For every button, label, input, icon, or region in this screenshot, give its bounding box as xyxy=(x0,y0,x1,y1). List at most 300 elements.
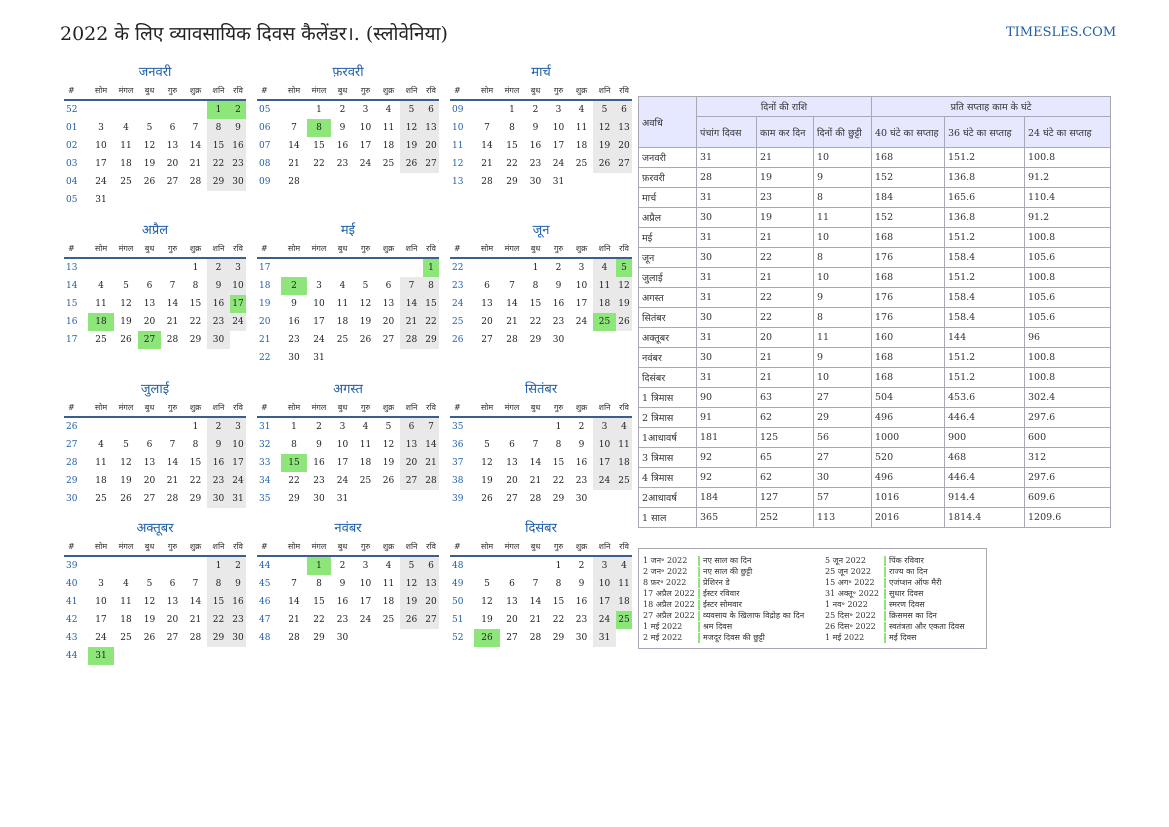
day-cell: 28 xyxy=(481,177,493,187)
month-calendar xyxy=(450,519,632,647)
summary-cell: 105.6 xyxy=(1025,288,1111,308)
day-cell: 9 xyxy=(578,579,585,589)
day-cell: 22 xyxy=(529,317,542,327)
day-cell: 1 xyxy=(555,561,562,571)
week-number: 30 xyxy=(66,494,78,504)
day-cell: 22 xyxy=(288,476,300,486)
holiday-name: स्वतंत्रता और एकता दिवस xyxy=(889,622,965,631)
week-row xyxy=(257,295,439,313)
empty-cell xyxy=(400,173,423,191)
day-cell: 15 xyxy=(423,295,439,313)
day-cell: 11 xyxy=(336,299,349,309)
day-cell: 26 xyxy=(120,335,132,345)
month-name: अक्तूबर xyxy=(136,521,174,536)
day-cell: 18 xyxy=(120,159,132,169)
weekday-header: बुध xyxy=(331,399,354,417)
weekday-header: शनि xyxy=(207,82,230,100)
summary-cell: 151.2 xyxy=(945,268,1025,288)
summary-cell: 21 xyxy=(757,368,814,388)
empty-cell xyxy=(207,647,230,665)
day-cell: 17 xyxy=(593,454,616,472)
day-cell: 11 xyxy=(382,123,395,133)
week-number: 05 xyxy=(66,195,78,205)
week-number: 20 xyxy=(259,317,271,327)
days-group-header: दिनों की राशि xyxy=(697,97,872,117)
weekday-header: # xyxy=(64,399,88,417)
week-number: 23 xyxy=(452,281,464,291)
day-cell: 18 xyxy=(616,454,632,472)
day-cell: 25 xyxy=(95,494,107,504)
day-cell: 10 xyxy=(593,436,616,454)
summary-cell: 27 xyxy=(814,448,872,468)
day-cell: 8 xyxy=(307,119,331,137)
summary-cell: 914.4 xyxy=(945,488,1025,508)
summary-cell: 100.8 xyxy=(1025,228,1111,248)
day-cell: 8 xyxy=(555,440,562,450)
day-cell: 23 xyxy=(230,155,246,173)
day-cell: 4 xyxy=(123,123,129,133)
day-cell: 23 xyxy=(207,472,230,490)
day-cell: 19 xyxy=(481,476,493,486)
week-number: 21 xyxy=(259,335,271,345)
summary-cell: 27 xyxy=(814,388,872,408)
day-cell: 17 xyxy=(230,454,246,472)
weekday-header: गुरु xyxy=(161,240,184,258)
day-cell: 12 xyxy=(359,299,372,309)
day-cell: 6 xyxy=(509,579,515,589)
day-cell: 13 xyxy=(143,458,156,468)
weekday-header: रवि xyxy=(230,240,246,258)
summary-cell: 151.2 xyxy=(945,148,1025,168)
period-label: सितंबर xyxy=(639,308,697,328)
day-cell: 19 xyxy=(481,615,493,625)
day-cell: 20 xyxy=(400,454,423,472)
weekday-header: शनि xyxy=(400,82,423,100)
weekday-header: शुक्र xyxy=(570,240,593,258)
week-row xyxy=(64,173,246,191)
summary-cell: 21 xyxy=(757,228,814,248)
empty-cell xyxy=(354,629,377,647)
weekday-header: बुध xyxy=(524,538,547,556)
day-cell: 19 xyxy=(616,295,632,313)
day-cell: 15 xyxy=(189,299,202,309)
summary-cell: 63 xyxy=(757,388,814,408)
summary-cell: 600 xyxy=(1025,428,1111,448)
summary-cell: 105.6 xyxy=(1025,248,1111,268)
day-cell: 19 xyxy=(120,476,132,486)
holiday-name: पिंक रविवार xyxy=(889,556,924,565)
week-row xyxy=(450,137,632,155)
month-calendar xyxy=(64,380,246,508)
week-number: 17 xyxy=(259,263,271,273)
week-row xyxy=(450,173,632,191)
day-cell: 15 xyxy=(207,593,230,611)
summary-row xyxy=(639,328,1111,348)
week-row xyxy=(450,258,632,277)
week-row xyxy=(64,611,246,629)
day-cell: 8 xyxy=(509,123,515,133)
summary-cell: 312 xyxy=(1025,448,1111,468)
summary-row xyxy=(639,368,1111,388)
day-cell: 12 xyxy=(143,141,156,151)
day-cell: 20 xyxy=(166,159,179,169)
day-cell: 18 xyxy=(593,295,616,313)
empty-cell xyxy=(138,191,161,209)
day-cell: 14 xyxy=(166,458,179,468)
day-cell: 12 xyxy=(382,440,395,450)
empty-cell xyxy=(354,173,377,191)
day-cell: 12 xyxy=(481,597,493,607)
summary-cell: 136.8 xyxy=(945,168,1025,188)
day-cell: 15 xyxy=(189,458,202,468)
day-cell: 20 xyxy=(423,137,439,155)
summary-cell: 10 xyxy=(814,268,872,288)
week-number: 08 xyxy=(259,159,271,169)
day-cell: 14 xyxy=(166,299,179,309)
weekday-header: गुरु xyxy=(354,82,377,100)
day-cell: 16 xyxy=(207,295,230,313)
day-cell: 5 xyxy=(123,281,129,291)
day-cell: 14 xyxy=(423,436,439,454)
day-cell: 25 xyxy=(382,615,395,625)
day-cell: 17 xyxy=(313,317,325,327)
day-cell: 9 xyxy=(207,277,230,295)
empty-cell xyxy=(161,647,184,665)
day-cell: 8 xyxy=(555,579,562,589)
weekday-header: # xyxy=(64,240,88,258)
weekday-header: सोम xyxy=(88,240,114,258)
day-cell: 28 xyxy=(166,494,179,504)
day-cell: 20 xyxy=(481,317,493,327)
day-cell: 18 xyxy=(95,476,107,486)
summary-cell: 9 xyxy=(814,288,872,308)
summary-cell: 10 xyxy=(814,228,872,248)
weekday-header: शुक्र xyxy=(570,399,593,417)
week-number: 25 xyxy=(452,317,464,327)
day-cell: 31 xyxy=(336,494,349,504)
day-cell: 11 xyxy=(382,579,395,589)
summary-cell: 91.2 xyxy=(1025,208,1111,228)
day-cell: 26 xyxy=(400,611,423,629)
weekday-header: शुक्र xyxy=(184,240,207,258)
day-cell: 24 xyxy=(359,615,372,625)
day-cell: 3 xyxy=(98,123,104,133)
day-cell: 12 xyxy=(616,277,632,295)
period-label: 3 त्रिमास xyxy=(639,448,697,468)
day-cell: 7 xyxy=(169,440,176,450)
day-cell: 18 xyxy=(359,458,372,468)
weekday-header: मंगल xyxy=(114,240,138,258)
day-cell: 30 xyxy=(575,494,588,504)
day-cell: 22 xyxy=(189,476,202,486)
weekday-header: बुध xyxy=(524,240,547,258)
summary-cell: 168 xyxy=(872,268,945,288)
day-cell: 8 xyxy=(532,281,539,291)
weekday-header: सोम xyxy=(281,240,307,258)
day-cell: 1 xyxy=(192,422,199,432)
period-label: जुलाई xyxy=(639,268,697,288)
day-cell: 13 xyxy=(166,597,179,607)
empty-cell xyxy=(616,331,632,349)
day-cell: 13 xyxy=(423,119,439,137)
month-table xyxy=(64,240,246,349)
summary-row xyxy=(639,148,1111,168)
day-cell: 13 xyxy=(166,141,179,151)
week-row xyxy=(257,173,439,191)
day-cell: 26 xyxy=(474,629,500,647)
summary-cell: 127 xyxy=(757,488,814,508)
day-cell: 20 xyxy=(143,317,156,327)
week-number: 49 xyxy=(452,579,464,589)
empty-cell xyxy=(593,490,616,508)
summary-cell: 496 xyxy=(872,408,945,428)
empty-cell xyxy=(114,258,138,277)
month-name: सितंबर xyxy=(524,382,558,397)
week-row xyxy=(257,575,439,593)
day-cell: 10 xyxy=(575,281,588,291)
weekday-header: # xyxy=(64,538,88,556)
week-number: 42 xyxy=(66,615,78,625)
day-cell: 20 xyxy=(616,137,632,155)
period-label: 1 त्रिमास xyxy=(639,388,697,408)
weekday-header: गुरु xyxy=(161,82,184,100)
day-cell: 27 xyxy=(423,611,439,629)
week-row xyxy=(450,629,632,647)
summary-cell: 446.4 xyxy=(945,468,1025,488)
summary-cell: 125 xyxy=(757,428,814,448)
summary-cell: 31 xyxy=(697,268,757,288)
day-cell: 23 xyxy=(230,611,246,629)
day-cell: 22 xyxy=(313,615,325,625)
week-row xyxy=(257,313,439,331)
summary-cell: 158.4 xyxy=(945,288,1025,308)
day-cell: 24 xyxy=(230,313,246,331)
week-number: 37 xyxy=(452,458,464,468)
day-cell: 6 xyxy=(169,579,176,589)
day-cell: 4 xyxy=(362,422,369,432)
week-row xyxy=(450,155,632,173)
day-cell: 26 xyxy=(359,335,372,345)
day-cell: 1 xyxy=(555,422,562,432)
week-number: 22 xyxy=(452,263,464,273)
day-cell: 27 xyxy=(423,155,439,173)
day-cell: 5 xyxy=(593,100,616,119)
sub-header: पंचांग दिवस xyxy=(697,117,757,148)
day-cell: 25 xyxy=(382,159,395,169)
day-cell: 10 xyxy=(95,597,107,607)
day-cell: 22 xyxy=(189,317,202,327)
site-link[interactable]: TIMESLES.COM xyxy=(1006,25,1117,40)
day-cell: 19 xyxy=(400,593,423,611)
week-row xyxy=(64,647,246,665)
weekday-header: सोम xyxy=(281,82,307,100)
week-number: 22 xyxy=(259,353,271,363)
summary-cell: 176 xyxy=(872,308,945,328)
summary-cell: 609.6 xyxy=(1025,488,1111,508)
weekday-header: गुरु xyxy=(547,538,570,556)
weekday-header: गुरु xyxy=(547,82,570,100)
empty-cell xyxy=(161,417,184,436)
day-cell: 19 xyxy=(382,458,395,468)
summary-row xyxy=(639,408,1111,428)
empty-cell xyxy=(616,490,632,508)
day-cell: 30 xyxy=(552,335,565,345)
month-table xyxy=(257,538,439,647)
day-cell: 30 xyxy=(288,353,300,363)
day-cell: 14 xyxy=(189,597,202,607)
summary-cell: 468 xyxy=(945,448,1025,468)
holiday-marker xyxy=(698,589,700,599)
day-cell: 16 xyxy=(336,597,349,607)
day-cell: 16 xyxy=(336,141,349,151)
day-cell: 30 xyxy=(230,173,246,191)
week-number: 12 xyxy=(452,159,464,169)
empty-cell xyxy=(616,173,632,191)
week-number: 28 xyxy=(66,458,78,468)
holiday-marker xyxy=(884,567,886,577)
summary-cell: 297.6 xyxy=(1025,408,1111,428)
month-name: फ़रवरी xyxy=(332,65,364,80)
summary-row xyxy=(639,508,1111,528)
day-cell: 25 xyxy=(616,611,632,629)
month-calendar xyxy=(257,221,439,367)
week-row xyxy=(64,436,246,454)
weekday-header: शुक्र xyxy=(377,538,400,556)
week-row xyxy=(257,119,439,137)
empty-cell xyxy=(474,100,500,119)
day-cell: 6 xyxy=(509,440,515,450)
week-row xyxy=(450,556,632,575)
day-cell: 7 xyxy=(291,123,297,133)
summary-cell: 297.6 xyxy=(1025,468,1111,488)
summary-cell: 20 xyxy=(757,328,814,348)
empty-cell xyxy=(377,258,400,277)
day-cell: 31 xyxy=(95,195,107,205)
week-number: 39 xyxy=(452,494,464,504)
day-cell: 29 xyxy=(207,173,230,191)
week-number: 50 xyxy=(452,597,464,607)
summary-cell: 113 xyxy=(814,508,872,528)
empty-cell xyxy=(423,349,439,367)
day-cell: 12 xyxy=(120,299,132,309)
summary-row xyxy=(639,388,1111,408)
summary-cell: 31 xyxy=(697,288,757,308)
day-cell: 28 xyxy=(288,177,300,187)
empty-cell xyxy=(88,100,114,119)
week-number: 48 xyxy=(452,561,464,571)
weekday-header: मंगल xyxy=(307,538,331,556)
day-cell: 31 xyxy=(313,353,325,363)
period-label: 2आधावर्ष xyxy=(639,488,697,508)
day-cell: 24 xyxy=(575,317,588,327)
summary-cell: 453.6 xyxy=(945,388,1025,408)
day-cell: 29 xyxy=(529,335,542,345)
day-cell: 3 xyxy=(316,281,322,291)
day-cell: 4 xyxy=(98,440,104,450)
empty-cell xyxy=(207,191,230,209)
day-cell: 7 xyxy=(484,123,490,133)
summary-cell: 2016 xyxy=(872,508,945,528)
summary-cell: 9 xyxy=(814,348,872,368)
day-cell: 24 xyxy=(552,159,565,169)
day-cell: 28 xyxy=(288,633,300,643)
day-cell: 11 xyxy=(120,141,132,151)
summary-table xyxy=(638,96,1111,528)
day-cell: 3 xyxy=(593,417,616,436)
sub-header: 24 घंटे का सप्ताह xyxy=(1025,117,1111,148)
day-cell: 25 xyxy=(593,313,616,331)
day-cell: 16 xyxy=(552,299,565,309)
day-cell: 19 xyxy=(359,317,372,327)
holiday-marker xyxy=(884,556,886,566)
day-cell: 3 xyxy=(555,105,562,115)
day-cell: 7 xyxy=(509,281,515,291)
weekday-header: सोम xyxy=(474,399,500,417)
week-row xyxy=(64,629,246,647)
summary-cell: 92 xyxy=(697,468,757,488)
day-cell: 16 xyxy=(230,593,246,611)
day-cell: 7 xyxy=(291,579,297,589)
summary-cell: 144 xyxy=(945,328,1025,348)
holiday-marker xyxy=(698,556,700,566)
holiday-name: स्मरण दिवस xyxy=(889,600,925,609)
day-cell: 31 xyxy=(230,490,246,508)
holiday-date: 25 जून 2022 xyxy=(825,567,872,576)
day-cell: 17 xyxy=(593,593,616,611)
summary-cell: 1209.6 xyxy=(1025,508,1111,528)
day-cell: 1 xyxy=(509,105,515,115)
weekday-header: शुक्र xyxy=(377,240,400,258)
day-cell: 13 xyxy=(400,436,423,454)
empty-cell xyxy=(570,173,593,191)
week-number: 01 xyxy=(66,123,78,133)
empty-cell xyxy=(423,629,439,647)
day-cell: 29 xyxy=(189,335,202,345)
day-cell: 21 xyxy=(288,159,300,169)
day-cell: 12 xyxy=(400,119,423,137)
weekday-header: गुरु xyxy=(547,399,570,417)
empty-cell xyxy=(474,258,500,277)
empty-cell xyxy=(377,349,400,367)
day-cell: 12 xyxy=(120,458,132,468)
day-cell: 11 xyxy=(95,458,107,468)
week-row xyxy=(450,100,632,119)
weekday-header: # xyxy=(257,538,281,556)
empty-cell xyxy=(331,258,354,277)
holiday-name: व्यवसाय के खिलाफ विद्रोह का दिन xyxy=(703,611,805,620)
day-cell: 10 xyxy=(359,579,372,589)
day-cell: 1 xyxy=(423,258,439,277)
summary-cell: 1000 xyxy=(872,428,945,448)
empty-cell xyxy=(114,100,138,119)
summary-cell: 8 xyxy=(814,188,872,208)
day-cell: 21 xyxy=(506,317,518,327)
summary-cell: 504 xyxy=(872,388,945,408)
period-label: 1आधावर्ष xyxy=(639,428,697,448)
week-number: 41 xyxy=(66,597,78,607)
weekday-header: शनि xyxy=(400,399,423,417)
day-cell: 22 xyxy=(207,611,230,629)
day-cell: 24 xyxy=(336,476,349,486)
holiday-name: मई दिवस xyxy=(889,633,917,642)
weekday-header: सोम xyxy=(281,399,307,417)
day-cell: 23 xyxy=(552,317,565,327)
summary-row xyxy=(639,348,1111,368)
week-row xyxy=(257,349,439,367)
summary-cell: 100.8 xyxy=(1025,368,1111,388)
empty-cell xyxy=(400,629,423,647)
week-number: 32 xyxy=(259,440,271,450)
